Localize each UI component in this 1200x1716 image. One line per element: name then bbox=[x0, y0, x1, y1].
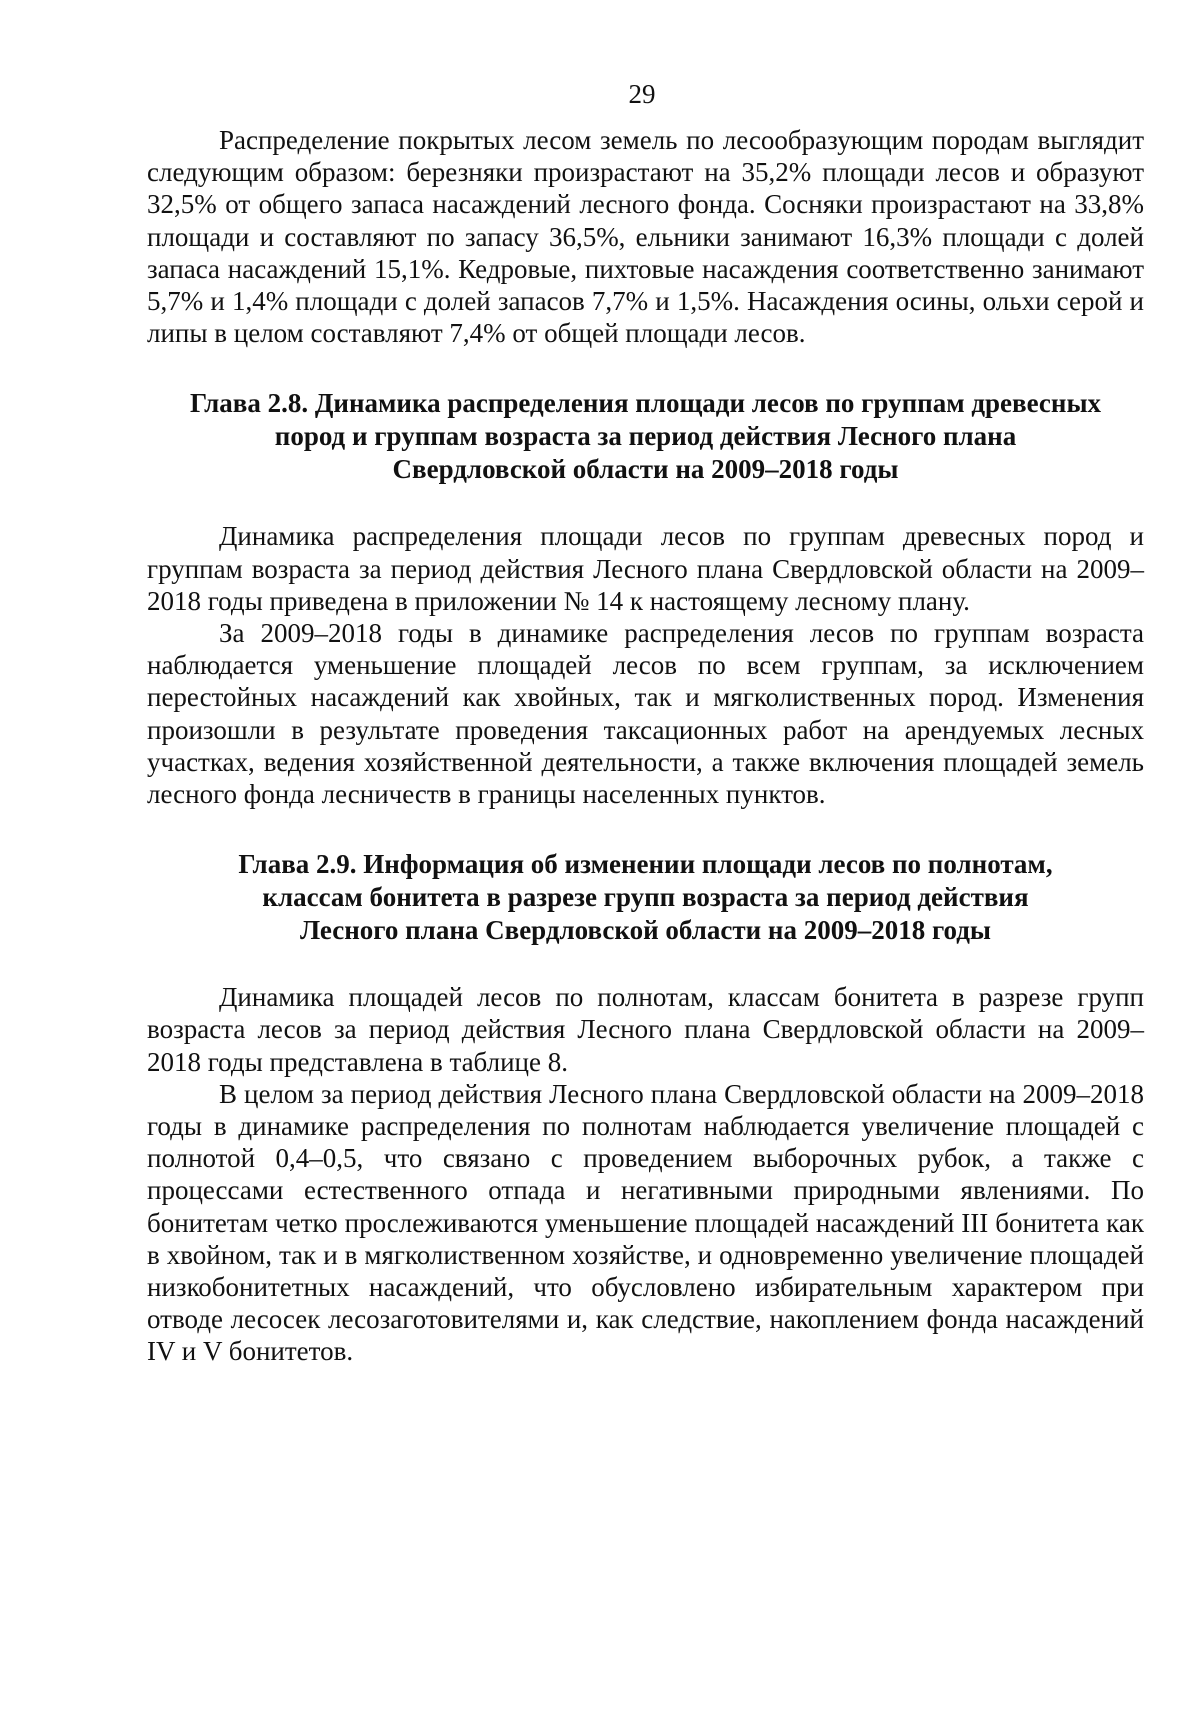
chapter-2-8-paragraph: Динамика распределения площади лесов по группам древесных пород и группам возраста за период действия Лесного плана Свердловской области на 2009–2018 годы приведена в приложении № 14 к настоящему лесному плану. bbox=[147, 521, 1144, 616]
chapter-2-9-paragraph: Динамика площадей лесов по полнотам, классам бонитета в разрезе групп возраста лесов за период действия Лесного плана Свердловской области на 2009–2018 годы представлена в таблице 8. bbox=[147, 982, 1144, 1077]
intro-paragraph: Распределение покрытых лесом земель по лесообразующим породам выглядит следующим образом: березняки произрастают на 35,2% площади лесов и образуют 32,5% от общего запаса насаждений лесного фонда. Сосняки произрастают на 33,8% площади и составляют по запасу 36,5%, ельники занимают 16,3% площади с долей запаса насаждений 15,1%. Кедровые, пихтовые насаждения соответственно занимают 5,7% и 1,4% площади с долей запасов 7,7% и 1,5%. Насаждения осины, ольхи серой и липы в целом составляют 7,4% от общей площади лесов. bbox=[147, 125, 1144, 349]
heading-line: классам бонитета в разрезе групп возраста за период действия bbox=[262, 882, 1029, 913]
heading-line: Глава 2.8. Динамика распределения площади лесов по группам древесных bbox=[189, 388, 1102, 419]
heading-line: пород и группам возраста за период действия Лесного плана bbox=[274, 421, 1017, 452]
chapter-2-8-paragraph: За 2009–2018 годы в динамике распределения лесов по группам возраста наблюдается уменьшение площадей лесов по всем группам, за исключением перестойных насаждений как хвойных, так и мягколиственных пород. Изменения произошли в результате проведения таксационных работ на арендуемых лесных участках, ведения хозяйственной деятельности, а также включения площадей земель лесного фонда лесничеств в границы населенных пунктов. bbox=[147, 618, 1144, 810]
heading-line: Свердловской области на 2009–2018 годы bbox=[392, 454, 899, 485]
heading-line: Глава 2.9. Информация об изменении площади лесов по полнотам, bbox=[238, 849, 1053, 880]
page-number: 29 bbox=[628, 79, 656, 109]
page-content bbox=[147, 124, 1144, 1368]
chapter-2-9-heading bbox=[147, 848, 1144, 947]
heading-line: Лесного плана Свердловской области на 2009–2018 годы bbox=[299, 915, 992, 946]
chapter-2-9-paragraph: В целом за период действия Лесного плана Свердловской области на 2009–2018 годы в динамике распределения по полнотам наблюдается увеличение площадей с полнотой 0,4–0,5, что связано с проведением выборочных рубок, а также с процессами естественного отпада и негативными природными явлениями. По бонитетам четко прослеживаются уменьшение площадей насаждений III бонитета как в хвойном, так и в мягколиственном хозяйстве, и одновременно увеличение площадей низкобонитетных насаждений, что обусловлено избирательным характером при отводе лесосек лесозаготовителями и, как следствие, накоплением фонда насаждений IV и V бонитетов. bbox=[147, 1078, 1144, 1367]
chapter-2-8-heading bbox=[147, 387, 1144, 486]
